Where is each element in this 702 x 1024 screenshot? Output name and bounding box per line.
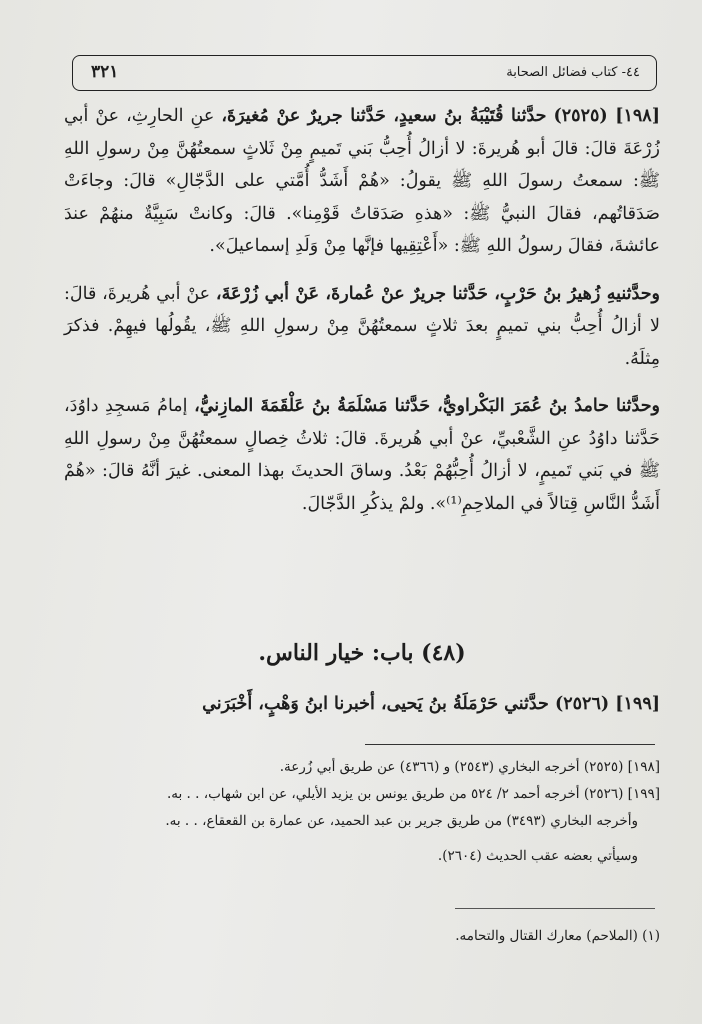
hadith-199 bbox=[64, 688, 660, 720]
hadith-number: [١٩٨] (٢٥٢٥) bbox=[553, 106, 660, 126]
hadith-isnad: وحدَّثنا حامدُ بنُ عُمَرَ البَكْراويُّ، حَدَّثنا مَسْلَمَةُ بنُ عَلْقَمَةَ المازِنيُّ، bbox=[194, 396, 660, 416]
footnote-divider bbox=[455, 908, 655, 909]
notes-divider bbox=[365, 744, 655, 745]
chapter-title: ٤٤- كتاب فضائل الصحابة bbox=[506, 65, 640, 80]
hadith-text: إمامُ مَسجِدِ داوُدَ، حَدَّثنا داوُدُ عنِ الشَّعْبيِّ، عنْ أبي هُريرةَ. قالَ: ثلاثُ خِصالٍ سمعتُهُنَّ مِنْ رسولِ اللهِ ﷺ في بَني تَميمٍ، لا أزالُ أُحِبُّهُمْ بَعْدُ. وساقَ الحديثَ بهذا المعنى. غيرَ أنَّهُ قالَ: «هُمْ أَشَدُّ النَّاسِ قِتالاً في الملاحِمِ⁽¹⁾». ولمْ يذكُرِ الدَّجّالَ. bbox=[64, 396, 660, 514]
hadith-isnad: حدَّثنا قُتَيْبَةُ بنُ سعيدٍ، حَدَّثنا جريرٌ عنْ مُغيرَةَ، bbox=[221, 106, 547, 126]
page-number: ٣٢١ bbox=[91, 62, 119, 82]
hadith-isnad: وحدَّثنيهِ زُهيرُ بنُ حَرْبٍ، حَدَّثنا جريرٌ عنْ عُمارةَ، عَنْ أبي زُرْعَةَ، bbox=[215, 283, 660, 304]
hadith-number: [١٩٩] (٢٥٢٦) bbox=[554, 694, 660, 714]
main-text bbox=[64, 100, 660, 535]
note-item: [١٩٩] (٢٥٢٦) أخرجه أحمد ٢/ ٥٢٤ من طريق يونس بن يزيد الأيلي، عن ابن شهاب، . . به. bbox=[166, 786, 660, 802]
takhrij-notes bbox=[64, 754, 660, 870]
footnote: (١) (الملاحم) معارك القتال والتحامه. bbox=[455, 928, 660, 944]
hadith-paragraph-3 bbox=[64, 390, 660, 520]
hadith-text: عنِ الحارِثِ، عنْ أبي زُرْعَةَ قالَ: قالَ أبو هُريرةَ: لا أزالُ أُحِبُّ بَني تَميمٍ مِنْ ثَلاثٍ سمعتُهُنَّ مِنْ رسولِ اللهِ ﷺ: سمعتُ رسولَ اللهِ ﷺ يقولُ: «هُمْ أَشَدُّ أُمَّتي على الدَّجّالِ» قالَ: وجاءَتْ صَدَقاتُهم، فقالَ النبيُّ ﷺ: «هذهِ صَدَقاتُ قَوْمِنا». قالَ: وكانتْ سَبِيَّةٌ منهُمْ عندَ عائشةَ، فقالَ رسولُ اللهِ ﷺ: «أَعْتِقِيها فإنَّها مِنْ وَلَدِ إسماعيلَ». bbox=[64, 106, 660, 256]
hadith-198 bbox=[64, 100, 660, 263]
hadith-paragraph-2 bbox=[64, 278, 660, 376]
hadith-isnad: حدَّثني حَرْمَلَةُ بنُ يَحيى، أخبرنا ابنُ وَهْبٍ، أَخْبَرَني bbox=[202, 694, 549, 714]
note-item: [١٩٨] (٢٥٢٥) أخرجه البخاري (٢٥٤٣) و (٤٣٦٦) عن طريق أبي زُرعة. bbox=[279, 759, 660, 775]
running-header bbox=[72, 55, 657, 91]
chapter-heading: (٤٨) باب: خيار الناس. bbox=[258, 640, 466, 666]
note-item: وسيأتي بعضه عقب الحديث (٢٦٠٤). bbox=[437, 848, 638, 864]
hadith-text: عنْ أبي هُريرةَ، قالَ: لا أزالُ أُحِبُّ بني تميمٍ بعدَ ثلاثٍ سمعتُهُنَّ مِنْ رسولِ اللهِ ﷺ، يقُولُها فيهِمْ. فذكرَ مِثلَهُ. bbox=[64, 283, 660, 369]
note-item: وأخرجه البخاري (٣٤٩٣) من طريق جرير بن عبد الحميد، عن عمارة بن القعقاع، . . به. bbox=[165, 813, 638, 829]
